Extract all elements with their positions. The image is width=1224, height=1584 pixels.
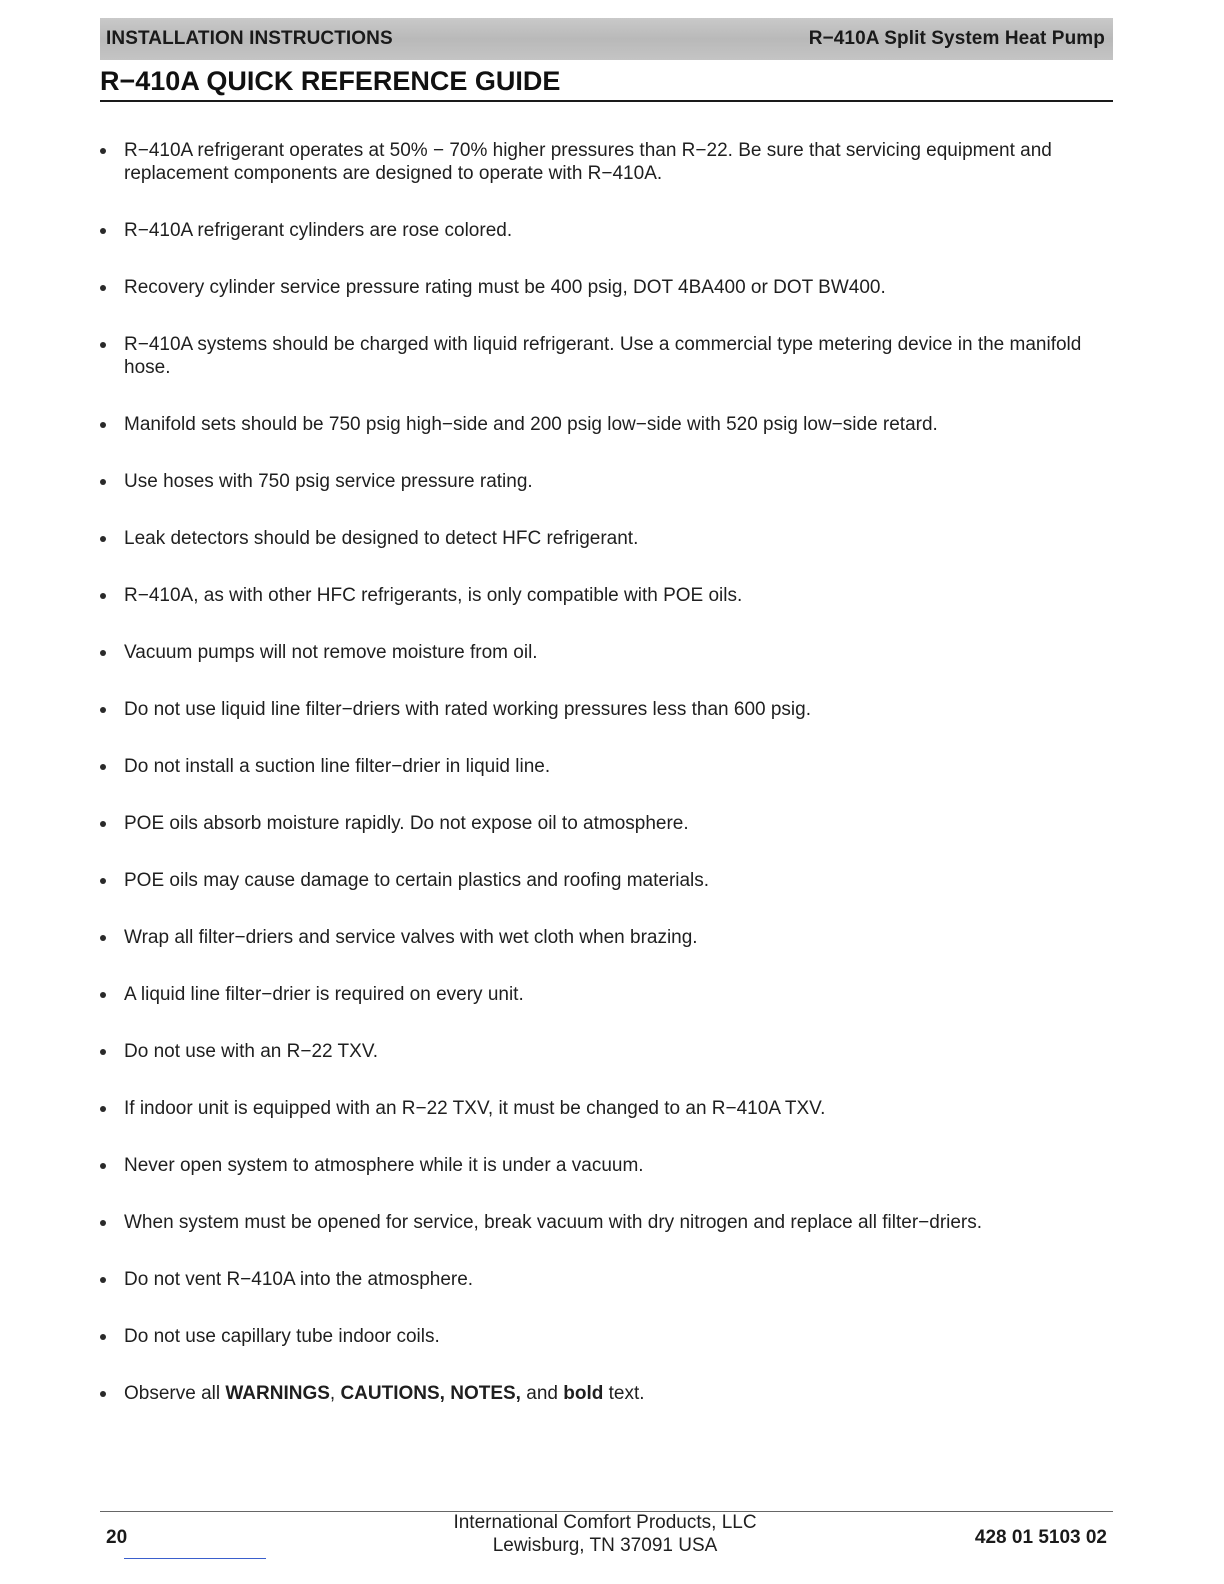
list-item-text: Do not use with an R−22 TXV. [124, 1041, 379, 1062]
list-item [100, 698, 1113, 721]
bullet-icon [100, 878, 106, 884]
bullet-icon [100, 593, 106, 599]
bullet-icon [100, 707, 106, 713]
page-title: R−410A QUICK REFERENCE GUIDE [100, 64, 1113, 102]
bullet-icon [100, 1334, 106, 1340]
list-item-text: R−410A refrigerant cylinders are rose colored. [124, 220, 513, 241]
bullet-icon [100, 764, 106, 770]
list-item-text: Do not use liquid line filter−driers with rated working pressures less than 600 psig. [124, 699, 811, 720]
list-item-text: Manifold sets should be 750 psig high−side and 200 psig low−side with 520 psig low−side retard. [124, 414, 938, 435]
list-item-text: Wrap all filter−driers and service valves with wet cloth when brazing. [124, 927, 698, 948]
list-item-text: A liquid line filter−drier is required on every unit. [124, 984, 524, 1005]
list-item [100, 1097, 1113, 1120]
company-name: International Comfort Products, LLC [453, 1512, 757, 1533]
list-item [100, 1268, 1113, 1291]
header-left-label: INSTALLATION INSTRUCTIONS [106, 28, 393, 49]
list-item-text: R−410A refrigerant operates at 50% − 70% higher pressures than R−22. Be sure that servicing equipment and replacement components are designed to operate with R−410A. [124, 140, 1052, 184]
list-item [100, 926, 1113, 949]
list-item-text: Leak detectors should be designed to detect HFC refrigerant. [124, 528, 639, 549]
bullet-icon [100, 1049, 106, 1055]
list-item [100, 219, 1113, 242]
header-right-label: R−410A Split System Heat Pump [808, 28, 1105, 49]
list-item-text: POE oils absorb moisture rapidly. Do not expose oil to atmosphere. [124, 813, 689, 834]
list-item-text: R−410A systems should be charged with liquid refrigerant. Use a commercial type metering device in the manifold hose. [124, 334, 1082, 378]
observe-notes: NOTES, [450, 1383, 521, 1404]
bullet-icon [100, 821, 106, 827]
bullet-icon [100, 536, 106, 542]
bullet-icon [100, 148, 106, 154]
document-number: 428 01 5103 02 [974, 1527, 1107, 1548]
bullet-icon [100, 342, 106, 348]
list-item-text: If indoor unit is equipped with an R−22 TXV, it must be changed to an R−410A TXV. [124, 1098, 826, 1119]
list-item [100, 812, 1113, 835]
list-item [100, 276, 1113, 299]
list-item [100, 983, 1113, 1006]
company-address [380, 1511, 830, 1557]
list-item [100, 139, 1113, 185]
list-item [100, 470, 1113, 493]
bullet-icon [100, 422, 106, 428]
list-item [100, 755, 1113, 778]
list-item-text: Use hoses with 750 psig service pressure rating. [124, 471, 533, 492]
header-bar [100, 18, 1113, 60]
observe-prefix: Observe all [124, 1383, 221, 1404]
observe-and: and [526, 1383, 558, 1404]
page-number-underline [124, 1558, 266, 1559]
list-item [100, 413, 1113, 436]
list-item [100, 1325, 1113, 1348]
list-item-observe [100, 1382, 1113, 1405]
list-item [100, 333, 1113, 379]
observe-bold: bold [563, 1383, 604, 1404]
observe-comma: , [329, 1383, 336, 1404]
list-item [100, 584, 1113, 607]
list-item-text: Do not install a suction line filter−drier in liquid line. [124, 756, 551, 777]
observe-cautions: CAUTIONS, [340, 1383, 445, 1404]
page-number: 20 [106, 1527, 128, 1548]
bullet-icon [100, 1277, 106, 1283]
bullet-icon [100, 1220, 106, 1226]
list-item [100, 1211, 1113, 1234]
bullet-icon [100, 1163, 106, 1169]
list-item [100, 869, 1113, 892]
list-item [100, 1154, 1113, 1177]
company-location: Lewisburg, TN 37091 USA [492, 1535, 718, 1556]
list-item [100, 641, 1113, 664]
list-item-text: Do not use capillary tube indoor coils. [124, 1326, 440, 1347]
observe-suffix: text. [608, 1383, 645, 1404]
bullet-icon [100, 1391, 106, 1397]
reference-list [100, 139, 1113, 1405]
bullet-icon [100, 650, 106, 656]
list-item-text: Do not vent R−410A into the atmosphere. [124, 1269, 474, 1290]
list-item [100, 527, 1113, 550]
list-item-text: Vacuum pumps will not remove moisture from oil. [124, 642, 538, 663]
bullet-icon [100, 479, 106, 485]
list-item-text: When system must be opened for service, break vacuum with dry nitrogen and replace all filter−driers. [124, 1212, 983, 1233]
bullet-icon [100, 935, 106, 941]
bullet-icon [100, 285, 106, 291]
list-item-text: Recovery cylinder service pressure rating must be 400 psig, DOT 4BA400 or DOT BW400. [124, 277, 886, 298]
list-item [100, 1040, 1113, 1063]
bullet-icon [100, 228, 106, 234]
bullet-icon [100, 1106, 106, 1112]
observe-warnings: WARNINGS [225, 1383, 330, 1404]
list-item-text: POE oils may cause damage to certain plastics and roofing materials. [124, 870, 710, 891]
list-item-text: R−410A, as with other HFC refrigerants, is only compatible with POE oils. [124, 585, 743, 606]
bullet-icon [100, 992, 106, 998]
list-item-text: Never open system to atmosphere while it is under a vacuum. [124, 1155, 644, 1176]
